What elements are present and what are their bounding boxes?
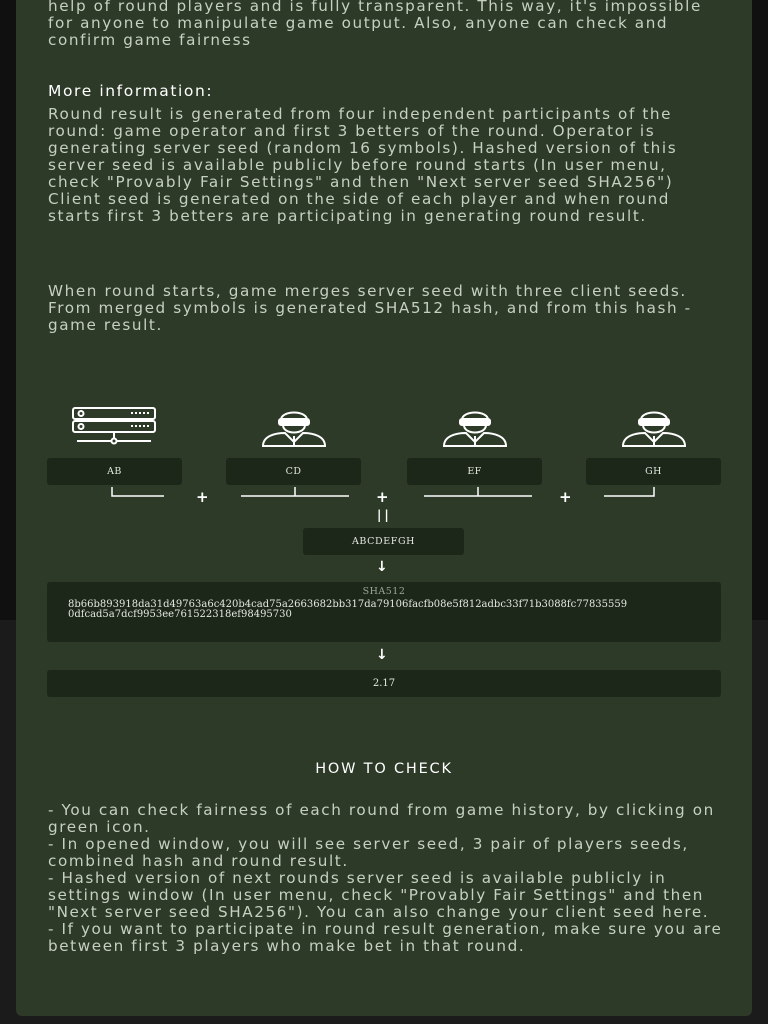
how-to-check-heading: HOW TO CHECK [315, 761, 453, 777]
equals-sign: || [377, 508, 392, 522]
hash-value: 8b66b893918da31d49763a6c420b4cad75a2663682bb317da79106facfb08e5f812adbc33f71b3088fc778355590dfcad5a7dcf9953ee761522318ef98495730 [68, 599, 628, 620]
round-result-box: 2.17 [47, 670, 721, 697]
player-icon [438, 406, 512, 448]
client-seed-box-1: CD [226, 458, 361, 485]
merged-seed-box: ABCDEFGH [303, 528, 464, 555]
how-to-check-item: - If you want to participate in round result generation, make sure you are between first 3 players who make bet in that round. [48, 920, 723, 955]
plus-sign-1: + [196, 488, 209, 506]
player-icon [257, 406, 331, 448]
sha512-hash-box [47, 582, 721, 642]
how-to-check-item: - Hashed version of next rounds server seed is available publicly in settings window (In user menu, check "Provably Fair Settings" and then "Next server seed SHA256"). You can also change your client seed here. [48, 869, 710, 921]
hash-label: SHA512 [362, 586, 406, 597]
arrow-down-icon: ↓ [376, 559, 388, 575]
more-information-heading: More information: [48, 82, 214, 100]
how-to-check-item: - In opened window, you will see server seed, 3 pair of players seeds, combined hash and round result. [48, 835, 689, 870]
client-seed-box-3: GH [586, 458, 721, 485]
merge-bracket-1 [110, 487, 166, 499]
how-to-check-list [48, 802, 724, 955]
merge-bracket-4 [602, 487, 658, 499]
plus-sign-2: + [376, 488, 389, 506]
merge-bracket-3 [422, 487, 534, 499]
server-seed-box: AB [47, 458, 182, 485]
arrow-down-icon: ↓ [376, 647, 388, 663]
explanation-paragraph-1: Round result is generated from four independent participants of the round: game operator and first 3 betters of the round. Operator is generating server seed (random 16 symbols). Hashed version of this server seed is available publicly before round starts (In user menu, check "Provably Fair Settings" and then "Next server seed SHA256") Client seed is generated on the side of each player and when round starts first 3 betters are participating in generating round result. [48, 105, 678, 225]
player-icon [617, 406, 691, 448]
plus-sign-3: + [559, 488, 572, 506]
merge-bracket-2 [239, 487, 351, 499]
explanation-paragraph-2: When round starts, game merges server seed with three client seeds. From merged symbols is generated SHA512 hash, and from this hash - game result. [48, 282, 692, 334]
intro-text: help of round players and is fully transparent. This way, it's impossible for anyone to manipulate game output. Also, anyone can check and confirm game fairness [48, 0, 702, 49]
how-to-check-item: - You can check fairness of each round from game history, by clicking on green icon. [48, 801, 715, 836]
provably-fair-modal [16, 0, 752, 1016]
server-icon [69, 406, 159, 446]
client-seed-box-2: EF [407, 458, 542, 485]
